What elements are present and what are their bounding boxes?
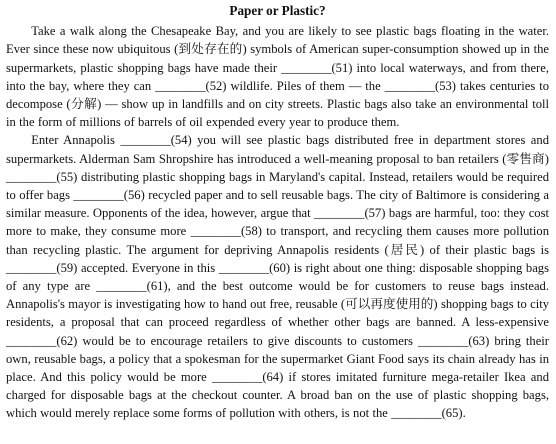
paragraph-1: Take a walk along the Chesapeake Bay, and you are likely to see plastic bags floating in the water. Ever since these now ubiquitous (到处存在的) symbols of American super-consumption showed up in the supermarkets, plastic shopping bags have made their ________(51) into local waterways, and from there, into the bay, where they can ________(52) wildlife. Piles of them — the ________(53) takes centuries to decompose (分解) — show up in landfills and on city streets. Plastic bags also take an environmental toll in the form of millions of barrels of oil expended every year to produce them. (6, 24, 549, 130)
paragraph-2: Enter Annapolis ________(54) you will see plastic bags distributed free in department stores and supermarkets. Alderman Sam Shropshire has introduced a well-meaning proposal to ban retailers (零售商) ________(55) distributing plastic shopping bags in Maryland's capital. Instead, retailers would be required to offer bags ________(56) recycled paper and to sell reusable bags. The city of Baltimore is considering a similar measure. Opponents of the idea, however, argue that ________(57) bags are harmful, too: they cost more to make, they consume more ________(58) to transport, and recycling them causes more pollution than recycling plastic. The argument for depriving Annapolis residents (居民) of their plastic bags is ________(59) accepted. Everyone in this ________(60) is right about one thing: disposable shopping bags of any type are ________(61), and the best outcome would be for customers to reuse bags instead. Annapolis's mayor is investigating how to hand out free, reusable (可以再度使用的) shopping bags to city residents, a proposal that can proceed regardless of whether other bags are banned. A less-expensive ________(62) would be to encourage retailers to give discounts to customers ________(63) bring their own, reusable bags, a policy that a spokesman for the supermarket Giant Food says its chain already has in place. And this policy would be more ________(64) if stores imitated furniture mega-retailer Ikea and charged for disposable bags at the checkout counter. A broad ban on the use of plastic shopping bags, which would merely replace some forms of pollution with others, is not the ________(65). (6, 133, 549, 421)
document-title: Paper or Plastic? (229, 3, 326, 18)
